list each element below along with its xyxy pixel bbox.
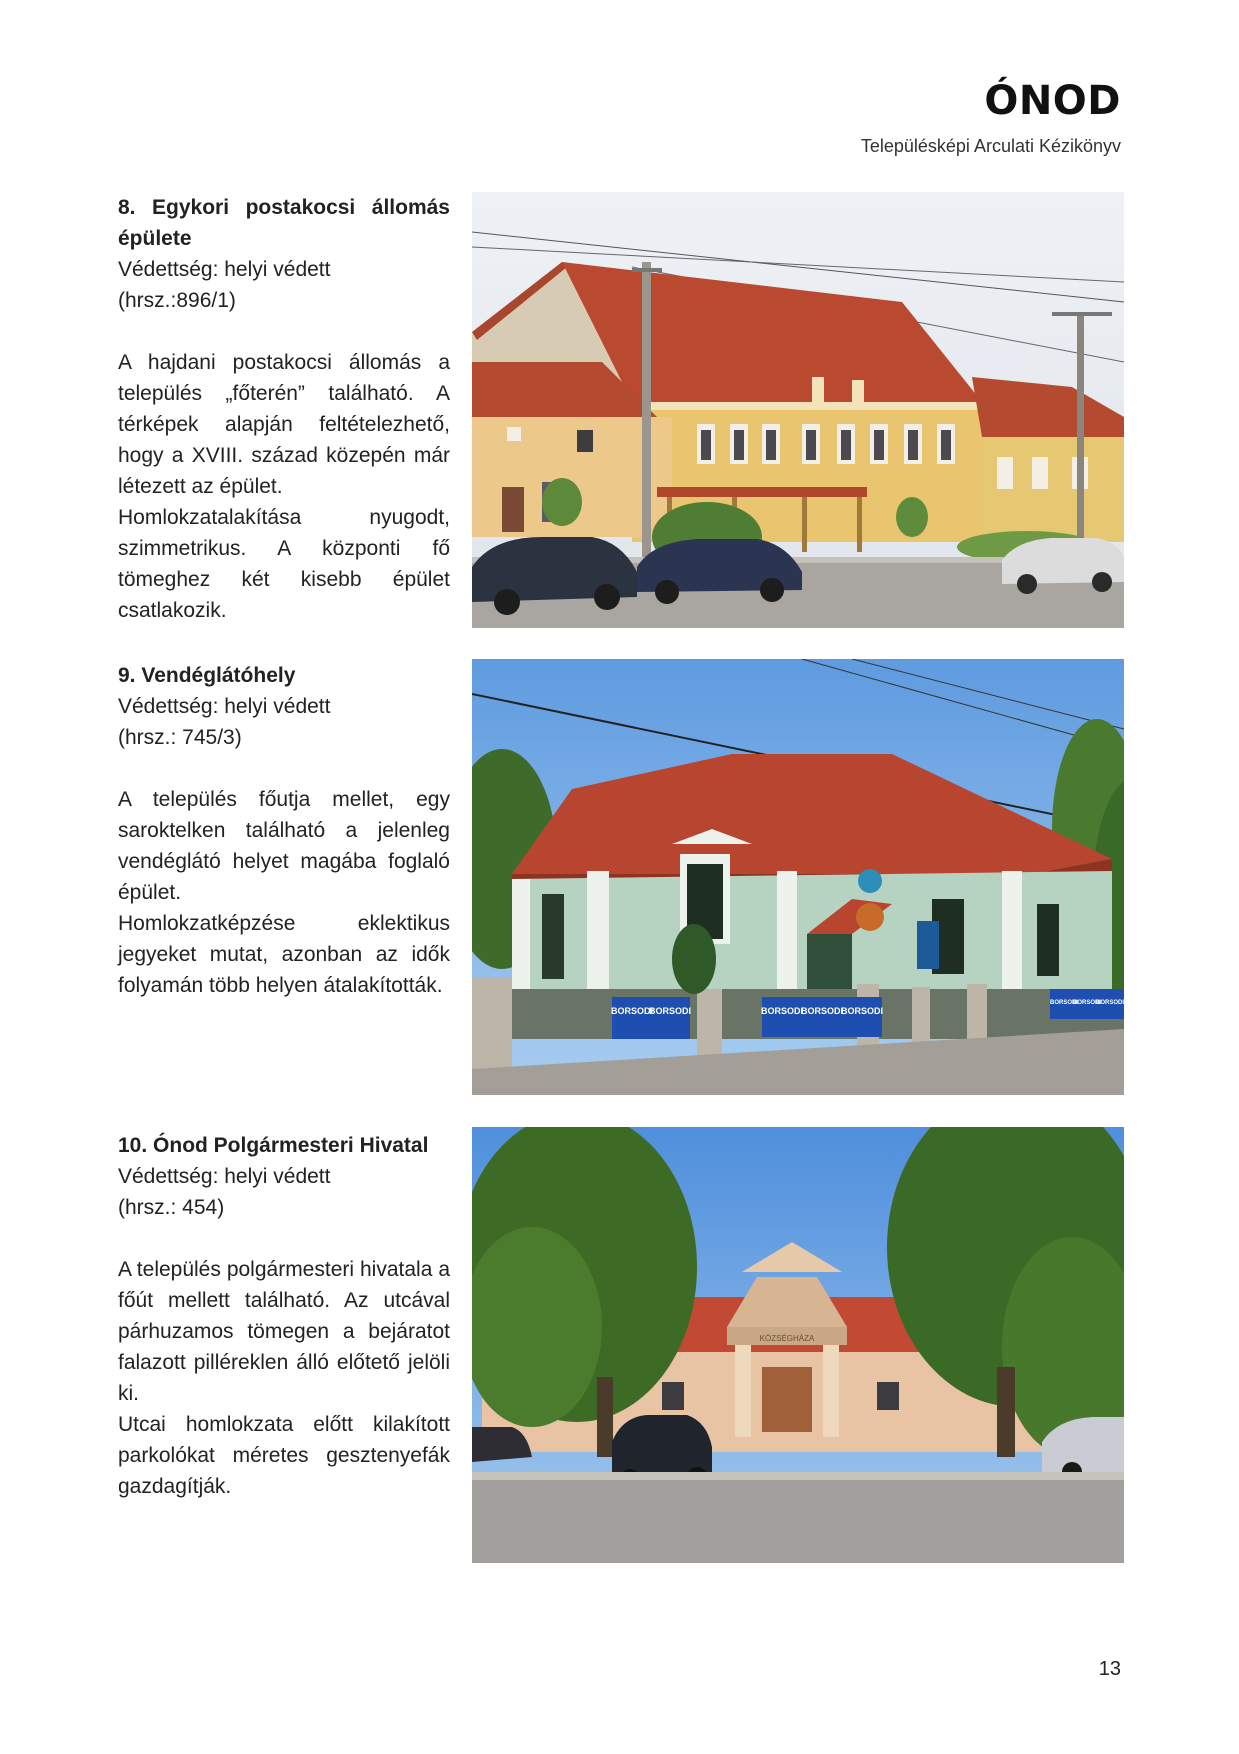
entry-10-text [118,1130,450,1502]
entry-8-protection: Védettség: helyi védett [118,258,331,281]
photo-sign-text: BORSODI [1049,1000,1079,1006]
photo-sign-text: KÖZSÉGHÁZA [759,1334,815,1343]
entry-9-parcel: (hrsz.: 745/3) [118,726,242,749]
photo-sign-text: BORSODI [840,1006,884,1016]
entry-10-title: 10. Ónod Polgármesteri Hivatal [118,1134,429,1157]
photo-sign-text: BORSODI [1095,1000,1124,1006]
document-title: ÓNOD [984,78,1121,124]
entry-9-protection: Védettség: helyi védett [118,695,331,718]
entry-8-paragraph-2: Homlokzatalakítása nyugodt, szimmetrikus. A központi fő tömeghez két kisebb épület csatlakozik. [118,506,450,622]
entry-8-photo-post-station [472,192,1124,628]
entry-10-paragraph-2: Utcai homlokzata előtt kilakított parkolókat méretes gesztenyefák gazdagítják. [118,1413,450,1498]
entry-9-title: 9. Vendéglátóhely [118,664,296,687]
photo-sign-text: BORSODI [648,1006,692,1016]
photo-sign-text: BORSODI [610,1006,654,1016]
entry-9-paragraph-1: A település főutja mellet, egy saroktelken található a jelenleg vendéglátó helyet magába foglaló épület. [118,788,450,904]
entry-9-paragraph-2: Homlokzatképzése eklektikus jegyeket mutat, azonban az idők folyamán több helyen átalakították. [118,912,450,997]
page-number: 13 [1098,1658,1121,1680]
entry-10-protection: Védettség: helyi védett [118,1165,331,1188]
document-subtitle: Településképi Arculati Kézikönyv [860,136,1121,156]
entry-10-photo-town-hall [472,1127,1124,1563]
photo-sign-text: BORSODI [1072,1000,1102,1006]
photo-sign-text: BORSODI [800,1006,844,1016]
entry-8-parcel: (hrsz.:896/1) [118,289,236,312]
entry-8-paragraph-1: A hajdani postakocsi állomás a település „főterén” található. A térképek alapján feltételezhető, hogy a XVIII. század közepén már létezett az épület. [118,351,450,498]
entry-9-photo-restaurant [472,659,1124,1095]
photo-sign-text: BORSODI [760,1006,804,1016]
entry-8-title: 8. Egykori postakocsi állomás épülete [118,196,450,250]
entry-8-text [118,192,450,626]
entry-10-paragraph-1: A település polgármesteri hivatala a főút mellett található. Az utcával párhuzamos tömegen a bejáratot falazott pilléreklen álló előtető jelöli ki. [118,1258,450,1405]
entry-9-text [118,660,450,1001]
entry-10-parcel: (hrsz.: 454) [118,1196,225,1219]
